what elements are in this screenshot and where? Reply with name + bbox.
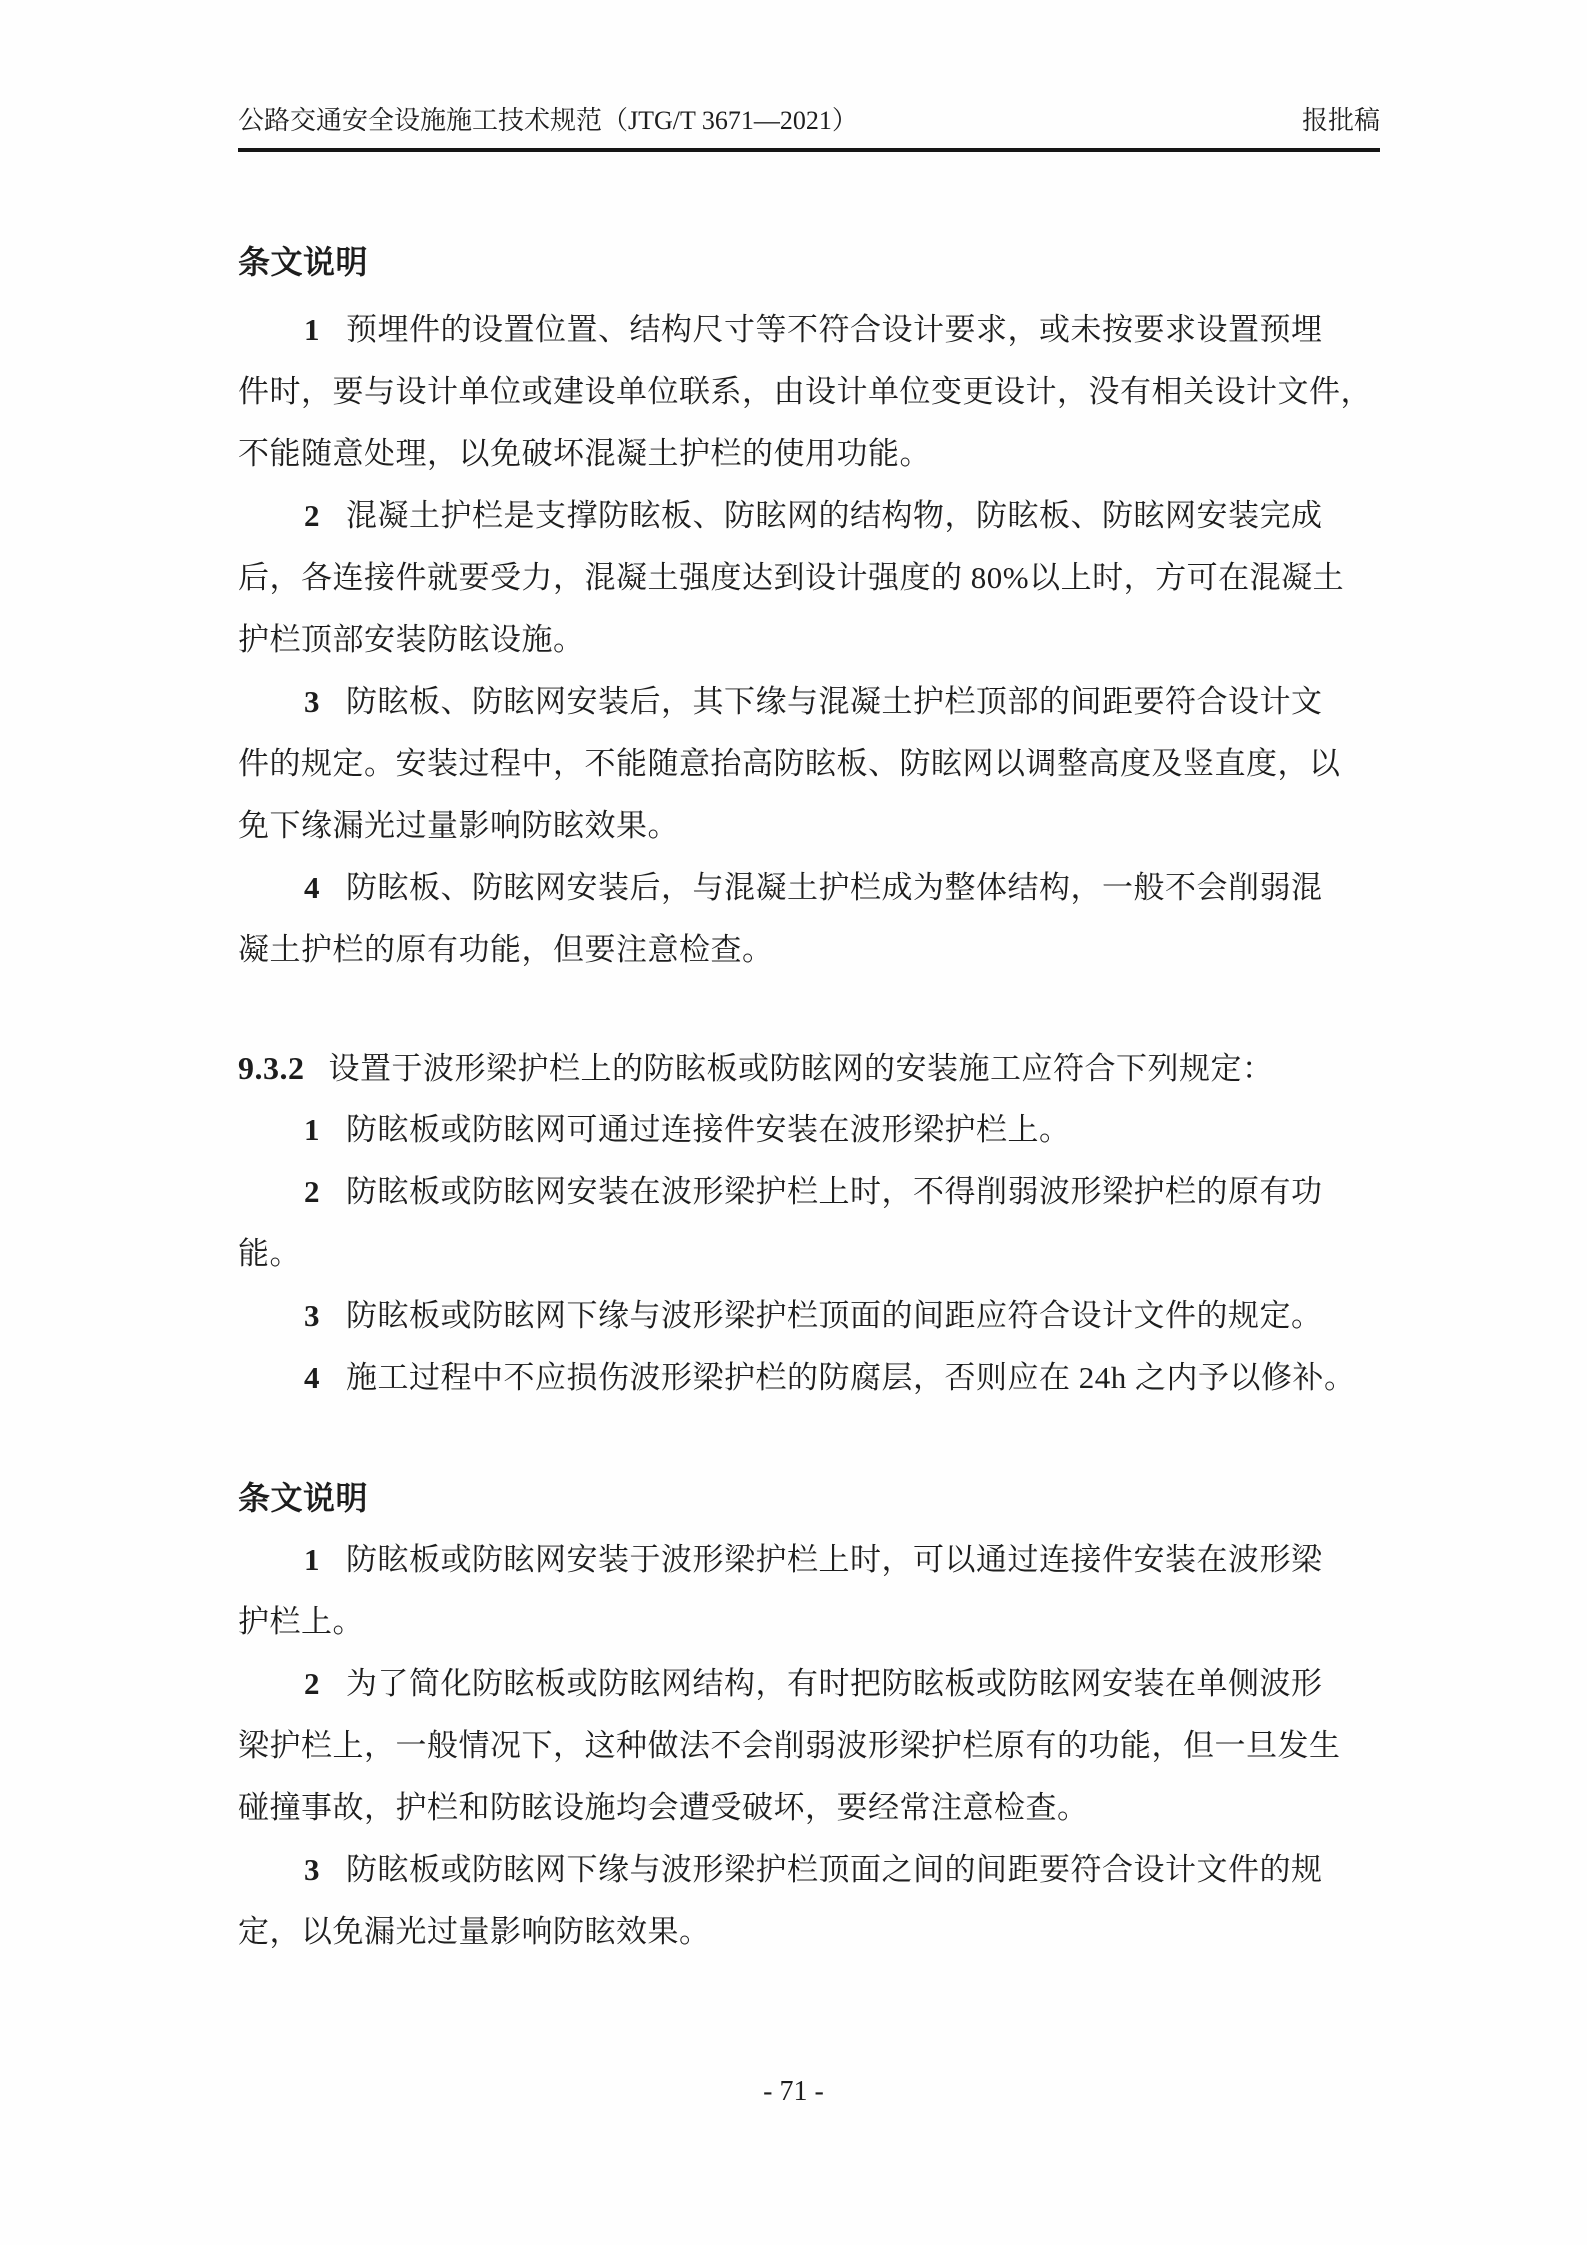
text-line [238, 733, 1380, 795]
text-line [238, 1347, 1380, 1409]
text-line [238, 1715, 1380, 1777]
text-line [238, 485, 1380, 547]
item-number: 4 [304, 1360, 320, 1395]
line-text: 护栏顶部安装防眩设施。 [238, 622, 585, 657]
line-text: 防眩板或防眩网可通过连接件安装在波形梁护栏上。 [346, 1112, 1071, 1147]
text-line [238, 671, 1380, 733]
item-number: 4 [304, 870, 320, 905]
page-header [238, 103, 1380, 152]
line-text: 预埋件的设置位置、结构尺寸等不符合设计要求，或未按要求设置预埋 [346, 312, 1323, 347]
line-text: 后，各连接件就要受力，混凝土强度达到设计强度的 80%以上时，方可在混凝土 [238, 560, 1345, 595]
line-text: 凝土护栏的原有功能，但要注意检查。 [238, 932, 774, 967]
header-draft-status-label: 报批稿 [1301, 106, 1380, 135]
line-text: 施工过程中不应损伤波形梁护栏的防腐层，否则应在 24h 之内予以修补。 [346, 1360, 1356, 1395]
text-line [238, 1099, 1380, 1161]
section-number: 9.3.2 [238, 1050, 305, 1086]
item-number: 3 [304, 1852, 320, 1887]
text-line [238, 795, 1380, 857]
header-document-title: 公路交通安全设施施工技术规范（JTG/T 3671—2021） [238, 106, 858, 135]
line-text: 防眩板、防眩网安装后，其下缘与混凝土护栏顶部的间距要符合设计文 [346, 684, 1323, 719]
text-line [238, 1839, 1380, 1901]
line-text: 防眩板或防眩网下缘与波形梁护栏顶面的间距应符合设计文件的规定。 [346, 1298, 1323, 1333]
text-line [238, 1777, 1380, 1839]
item-number: 3 [304, 1298, 320, 1333]
item-number: 2 [304, 498, 320, 533]
section-title-text: 设置于波形梁护栏上的防眩板或防眩网的安装施工应符合下列规定： [328, 1051, 1274, 1086]
item-number: 2 [304, 1666, 320, 1701]
line-text: 护栏上。 [238, 1604, 364, 1639]
text-line [238, 1223, 1380, 1285]
text-line [238, 423, 1380, 485]
line-text: 件时，要与设计单位或建设单位联系，由设计单位变更设计，没有相关设计文件， [238, 374, 1372, 409]
line-text: 能。 [238, 1236, 301, 1271]
line-text: 防眩板或防眩网安装于波形梁护栏上时，可以通过连接件安装在波形梁 [346, 1542, 1323, 1577]
line-text: 混凝土护栏是支撑防眩板、防眩网的结构物，防眩板、防眩网安装完成 [346, 498, 1323, 533]
text-line [238, 1591, 1380, 1653]
text-line [238, 1653, 1380, 1715]
line-text: 防眩板或防眩网下缘与波形梁护栏顶面之间的间距要符合设计文件的规 [346, 1852, 1323, 1887]
text-line [238, 919, 1380, 981]
line-text: 为了简化防眩板或防眩网结构，有时把防眩板或防眩网安装在单侧波形 [346, 1666, 1323, 1701]
page-body [238, 231, 1380, 1963]
page-number: - 71 - [763, 2076, 824, 2107]
line-text: 定，以免漏光过量影响防眩效果。 [238, 1914, 711, 1949]
text-line [238, 609, 1380, 671]
item-number: 1 [304, 1542, 320, 1577]
text-line [238, 1529, 1380, 1591]
line-text: 不能随意处理，以免破坏混凝土护栏的使用功能。 [238, 436, 931, 471]
line-text: 梁护栏上，一般情况下，这种做法不会削弱波形梁护栏原有的功能，但一旦发生 [238, 1728, 1341, 1763]
line-text: 件的规定。安装过程中，不能随意抬高防眩板、防眩网以调整高度及竖直度，以 [238, 746, 1341, 781]
explanation-heading: 条文说明 [238, 244, 369, 280]
item-number: 1 [304, 1112, 320, 1147]
line-text: 免下缘漏光过量影响防眩效果。 [238, 808, 679, 843]
item-number: 1 [304, 312, 320, 347]
text-line [238, 299, 1380, 361]
text-line [238, 547, 1380, 609]
text-line [238, 1285, 1380, 1347]
text-line [238, 857, 1380, 919]
text-line [238, 1161, 1380, 1223]
text-line [238, 1901, 1380, 1963]
text-line [238, 361, 1380, 423]
item-number: 3 [304, 684, 320, 719]
section-9-3-2-heading [238, 1037, 1380, 1099]
item-number: 2 [304, 1174, 320, 1209]
explanation-heading: 条文说明 [238, 1480, 369, 1516]
line-text: 碰撞事故，护栏和防眩设施均会遭受破坏，要经常注意检查。 [238, 1790, 1089, 1825]
line-text: 防眩板或防眩网安装在波形梁护栏上时，不得削弱波形梁护栏的原有功 [346, 1174, 1323, 1209]
line-text: 防眩板、防眩网安装后，与混凝土护栏成为整体结构，一般不会削弱混 [346, 870, 1323, 905]
